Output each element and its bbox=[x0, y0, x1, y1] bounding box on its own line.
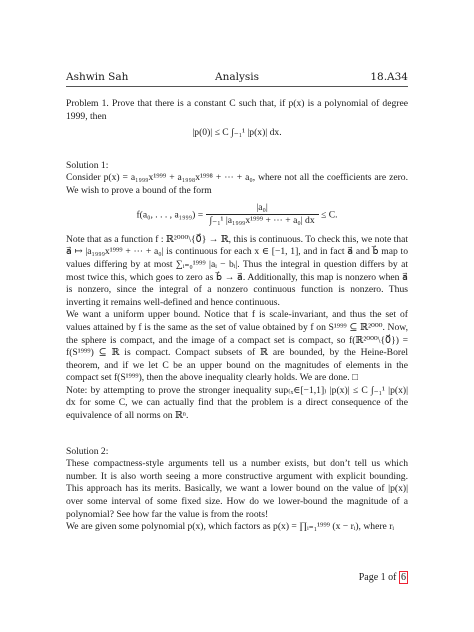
document-body bbox=[66, 98, 408, 534]
bound-denominator: ∫₋₁¹ |a₁₉₉₉x¹⁹⁹⁹ + ⋯ + a₀| dx bbox=[209, 215, 315, 227]
problem-display-inequality: |p(0)| ≤ C ∫₋₁¹ |p(x)| dx. bbox=[192, 127, 282, 139]
header-subject: Analysis bbox=[214, 71, 260, 83]
solution1-paragraph-2: Note that as a function f : ℝ²⁰⁰⁰\{0⃗} → ℝ, this is continuous. To check this, we note that a⃗ ↦ |a₁₉₉₉x¹⁹⁹⁹ + ⋯ + a₀| is continuous for each x ∈ [−1, 1], and in fact a⃗ and b⃗ map to values differing by at most ∑ᵢ₌₀¹⁹⁹⁹ |aᵢ − bᵢ|. Thus the integral in question differs by at most twice this, which goes to zero as b⃗ → a⃗. Additionally, this map is nonzero when a⃗ is nonzero, since the integral of a nonzero continuous function is nonzero. Thus inverting it remains well-defined and hence continuous. bbox=[66, 233, 408, 308]
header-course-code: 18.A34 bbox=[370, 71, 408, 83]
solution2-paragraph-1: These compactness-style arguments tell us a number exists, but don’t tell us which number. It is also worth seeing a more constructive argument with explicit bounding. This approach has its merits. Basically, we want a lower bound on the value of |p(x)| over some interval of some fixed size. How do we lower-bound the magnitude of a polynomial? See how far the value is from the roots! bbox=[66, 458, 408, 520]
header-author: Ashwin Sah bbox=[66, 71, 129, 83]
bound-numerator: |a₀| bbox=[206, 202, 319, 216]
solution1-heading: Solution 1: bbox=[66, 159, 109, 171]
solution2-paragraph-2: We are given some polynomial p(x), which factors as p(x) = ∏ᵢ₌₁¹⁹⁹⁹ (x − rᵢ), where rᵢ bbox=[66, 521, 394, 533]
solution1-paragraph-1: Consider p(x) = a₁₉₉₉x¹⁹⁹⁹ + a₁₉₉₈x¹⁹⁹⁸ + ⋯ + a₀, where not all the coefficients are zero. We wish to prove a bound of the form bbox=[66, 172, 408, 196]
solution1-note: Note: by attempting to prove the stronger inequality sup₍ₓ∈[−1,1]₎ |p(x)| ≤ C ∫₋₁¹ |p(x)| dx for some C, we can actually find that the problem is a direct consequence of the equivalence of all norms on ℝⁿ. bbox=[66, 384, 408, 422]
page-footer bbox=[359, 571, 408, 584]
problem-statement: Problem 1. Prove that there is a constant C such that, if p(x) is a polynomial of degree 1999, then bbox=[66, 98, 408, 122]
page-number-prefix: Page 1 of bbox=[358, 572, 397, 583]
solution2-heading: Solution 2: bbox=[66, 445, 109, 457]
bound-lhs: f(a₀, . . . , a₁₉₉₉) = bbox=[136, 208, 204, 220]
solution1-display-bound bbox=[66, 202, 408, 228]
bound-fraction bbox=[206, 202, 319, 228]
page-total-link[interactable]: 6 bbox=[401, 572, 406, 583]
header-rule bbox=[66, 86, 408, 87]
bound-rhs: ≤ C. bbox=[321, 208, 338, 220]
solution1-paragraph-3: We want a uniform upper bound. Notice that f is scale-invariant, and thus the set of values attained by f is the same as the set of value obtained by f on S¹⁹⁹⁹ ⊆ ℝ²⁰⁰⁰. Now, the sphere is compact, and the image of a compact set is compact, so f(ℝ²⁰⁰⁰\{0⃗}) = f(S¹⁹⁹⁹) ⊆ ℝ is compact. Compact subsets of ℝ are bounded, by the Heine-Borel theorem, and if we let C be an upper bound on the magnitudes of elements in the compact set f(S¹⁹⁹⁹), then the above inequality clearly holds. We are done. □ bbox=[66, 309, 408, 384]
